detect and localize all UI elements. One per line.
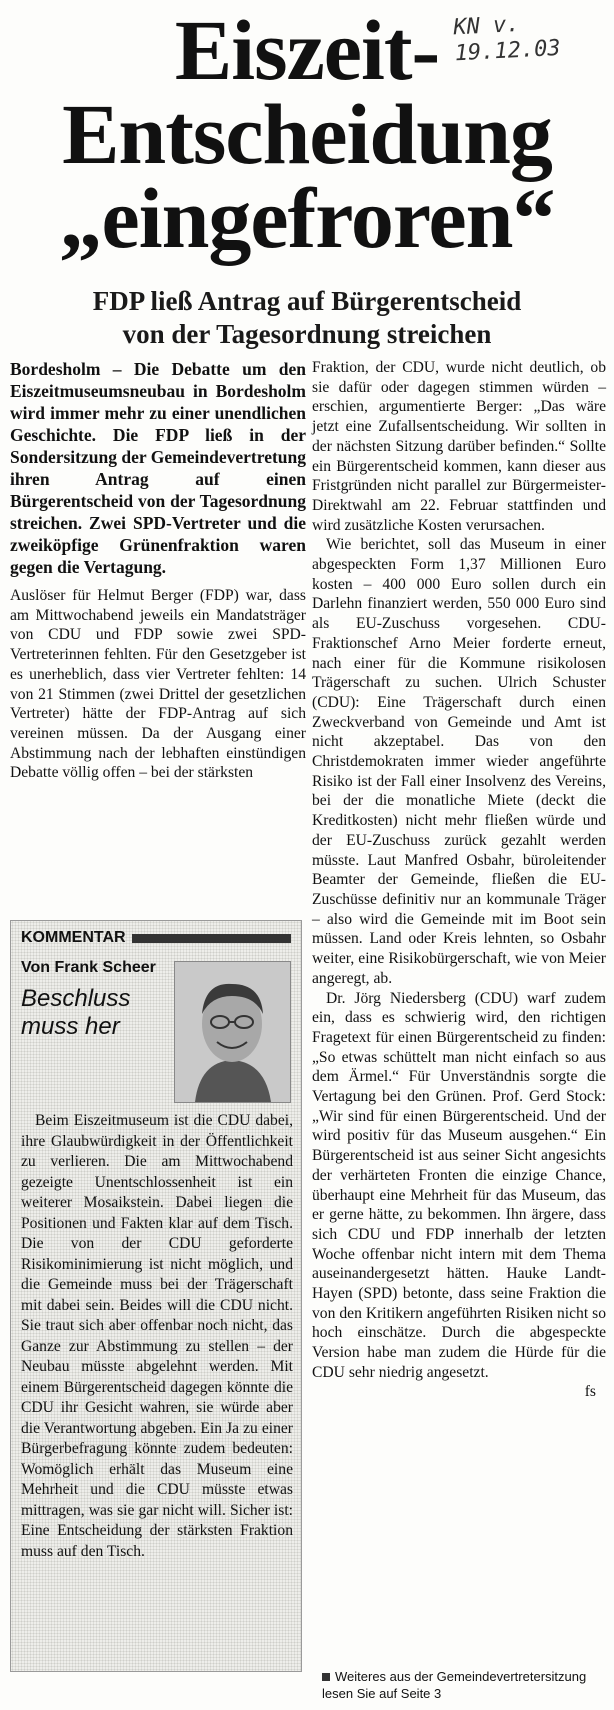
headline-line-3: „eingefroren“ xyxy=(59,170,555,266)
commentary-label: KOMMENTAR xyxy=(21,929,126,946)
article-lead: Bordesholm – Die Debatte um den Eiszeitmuseumsneubau in Bordesholm wird immer mehr zu einer unendlichen Geschichte. Die FDP ließ in der Sondersitzung der Gemeindevertretung ihren Antrag auf einen Bürgerentscheid von der Tagesordnung streichen. Zwei SPD-Vertreter und die zweiköpfige Grünenfraktion waren gegen die Vertagung. xyxy=(10,359,306,577)
commentary-box xyxy=(10,920,302,1672)
author-photo xyxy=(174,961,291,1103)
page-reference-text: Weiteres aus der Gemeindevertretersitzung lesen Sie auf Seite 3 xyxy=(322,1669,587,1701)
headline xyxy=(0,2,614,266)
commentary-header xyxy=(21,929,291,947)
note-date: 19.12.03 xyxy=(454,35,562,67)
article-signature: fs xyxy=(584,1382,596,1400)
bullet-square-icon xyxy=(322,1673,330,1681)
commentary-header-bar xyxy=(132,934,291,943)
article-paragraph-3: Dr. Jörg Niedersberg (CDU) warf zudem ein, dass es schwierig wird, den richtigen Fragetext für einen Bürgerentscheid zu finden: „So etwas schüttelt man nicht einfach so aus dem Ärmel.“ Für Unverständnis sorgte die Vertagung bei den Grünen. Prof. Gerd Stock: „Wir sind für einen Bürgerentscheid. Und der wird positiv für das Museum ausgehen.“ Ein Bürgerentscheid ist aus seiner Sicht angesichts der verhärteten Fronten die einzige Chance, überhaupt eine Mehrheit für das Museum, das er gerne hätte, zu bekommen. Ihn ärgere, dass sich CDU und FDP innerhalb der letzten Woche offenbar nicht intern mit dem Thema auseinandergesetzt hätten. Hauke Landt-Hayen (SPD) betonte, dass seine Fraktion die von den Kritikern angeführten Risiken nicht so hoch einschätze. Durch die abgespeckte Version habe man zudem die Hürde für die CDU sehr niedrig angesetzt. xyxy=(312,989,606,1381)
headline-line-2: Entscheidung xyxy=(62,86,552,182)
article-paragraph-2: Wie berichtet, soll das Museum in einer abgespeckten Form 1,37 Millionen Euro kosten – 400 000 Euro sollen durch ein Darlehn finanziert werden, 550 000 Euro sind als EU-Zuschuss vorgesehen. CDU-Fraktionschef Arno Meier forderte erneut, nach einer für die Kommune risikolosen Trägerschaft zu suchen. Ulrich Schuster (CDU): Eine Trägerschaft durch einen Zweckverband von Gemeinde und Amt ist nicht akzeptabel. Das von den Christdemokraten immer wieder angeführte Risiko ist der Fall einer Insolvenz des Vereins, bei der die monatliche Miete (deckt die Kreditkosten) nicht mehr fließen würde und der EU-Zuschuss zurück gezahlt werden müsste. Laut Manfred Osbahr, büroleitender Beamter der Gemeinde, fließen die EU-Zuschüsse definitiv nur an kommunale Träger – also wird die Gemeinde mit im Boot sein müssen. Land oder Kreis lehnten, so Osbahr weiter, eine Risikobürgerschaft, wie von Meier angeregt, ab. xyxy=(312,536,606,987)
headline-line-1: Eiszeit- xyxy=(174,2,440,98)
commentary-text: Beim Eiszeitmuseum ist die CDU dabei, ihre Glaubwürdigkeit in der Öffentlichkeit zu verlieren. Die am Mittwochabend gezeigte Unentschlossenheit ist ein weiterer Mosaikstein. Dabei liegen die Positionen und Fakten klar auf dem Tisch. Die von der CDU geforderte Risikominimierung ist nicht möglich, und die Gemeinde muss bei der Trägerschaft mit dabei sein. Beides will die CDU nicht. Sie traut sich aber offenbar noch nicht, das Ganze zur Abstimmung zu stellen – der Neubau müsste abgelehnt werden. Mit einem Bürgerentscheid dagegen könnte die CDU ihr Gesicht wahren, sie würde aber die Verantwortung abgeben. Ein Ja zu einer Bürgerbefragung könnte zudem bedeuten: Womöglich erhält das Museum eine Mehrheit und die CDU müsste etwas mittragen, was sie gar nicht will. Sicher ist: Eine Entscheidung der stärksten Fraktion muss auf den Tisch. xyxy=(21,1112,293,1560)
commentary-body xyxy=(21,1111,293,1562)
article-column-right xyxy=(312,358,606,1401)
subheadline-line-1: FDP ließ Antrag auf Bürgerentscheid xyxy=(92,286,522,316)
author-portrait-icon xyxy=(175,962,290,1102)
article-paragraph-1: Auslöser für Helmut Berger (FDP) war, dass am Mittwochabend jeweils ein Mandatsträger von CDU und FDP sowie zwei SPD-Vertreterinnen fehlten. Für den Gesetzgeber ist es unerheblich, dass vier Vertreter fehlten: 14 von 21 Stimmen (zwei Drittel der gesetzlichen Vertreter) hätte der FDP-Antrag auf sich vereinen müssen. Da der Ausgang einer Abstimmung nach der lebhaften einstündigen Debatte völlig offen – bei der stärksten xyxy=(10,587,306,782)
article-paragraph-1-continued: Fraktion, der CDU, wurde nicht deutlich, ob sie dafür oder dagegen stimmen würden – erschien, argumentierte Berger: „Das wäre jetzt eine Zufallsentscheidung. Wir sollten in der nächsten Sitzung darüber befinden.“ Sollte ein Bürgerentscheid kommen, kann dieser aus Fristgründen nicht parallel zur Bürgermeister-Direktwahl am 22. Februar stattfinden und wird zusätzliche Kosten verursachen. xyxy=(312,359,606,534)
commentary-author: Von Frank Scheer xyxy=(21,959,156,976)
note-source: KN v. xyxy=(452,11,521,41)
commentary-title: Beschluss muss her xyxy=(21,985,131,1040)
page-reference xyxy=(322,1668,606,1702)
article-column-left xyxy=(10,358,306,783)
subheadline-line-2: von der Tagesordnung streichen xyxy=(122,319,492,349)
subheadline xyxy=(0,285,614,351)
